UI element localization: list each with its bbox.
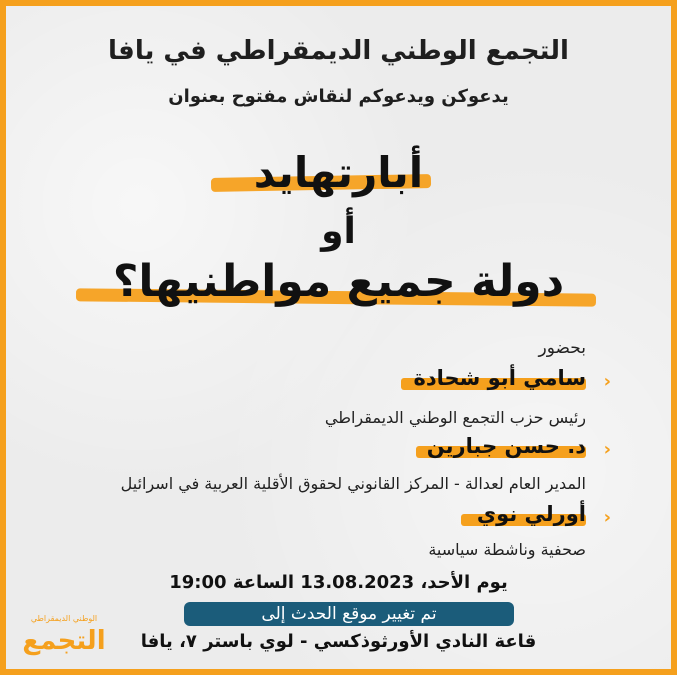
speaker-2-name: د. حسن جبارين — [426, 434, 586, 458]
event-venue: قاعة النادي الأورثوذكسي - لوي باستر ٧، يافا — [140, 631, 537, 652]
speaker-1-role: رئيس حزب التجمع الوطني الديمقراطي — [324, 408, 586, 427]
chevron-left-icon: ‹ — [603, 507, 611, 528]
headline-line-1: أبارتهايد — [253, 148, 424, 197]
headline-line-2: أو — [321, 211, 356, 252]
headline-line-3: دولة جميع مواطنيها؟ — [112, 256, 565, 307]
venue-change-banner: تم تغيير موقع الحدث إلى — [184, 602, 514, 626]
chevron-left-icon: ‹ — [603, 371, 611, 392]
header-title: التجمع الوطني الديمقراطي في يافا — [108, 36, 569, 66]
attendance-label: بحضور — [538, 338, 586, 358]
speaker-3-role: صحفية وناشطة سياسية — [428, 540, 586, 559]
chevron-left-icon: ‹ — [603, 439, 611, 460]
logo-small-text: الوطني الديمقراطي — [30, 614, 98, 623]
party-logo — [18, 614, 110, 662]
logo-big-text: التجمع — [22, 626, 106, 656]
header-subtitle: يدعوكن ويدعوكم لنقاش مفتوح بعنوان — [168, 86, 509, 107]
speaker-2-role: المدير العام لعدالة - المركز القانوني لحقوق الأقلية العربية في اسرائيل — [120, 474, 586, 493]
event-date-time: يوم الأحد، 13.08.2023 الساعة 19:00 — [169, 572, 508, 593]
speaker-1-name: سامي أبو شحادة — [413, 366, 586, 390]
speaker-3-name: أورلي نوي — [476, 502, 586, 526]
